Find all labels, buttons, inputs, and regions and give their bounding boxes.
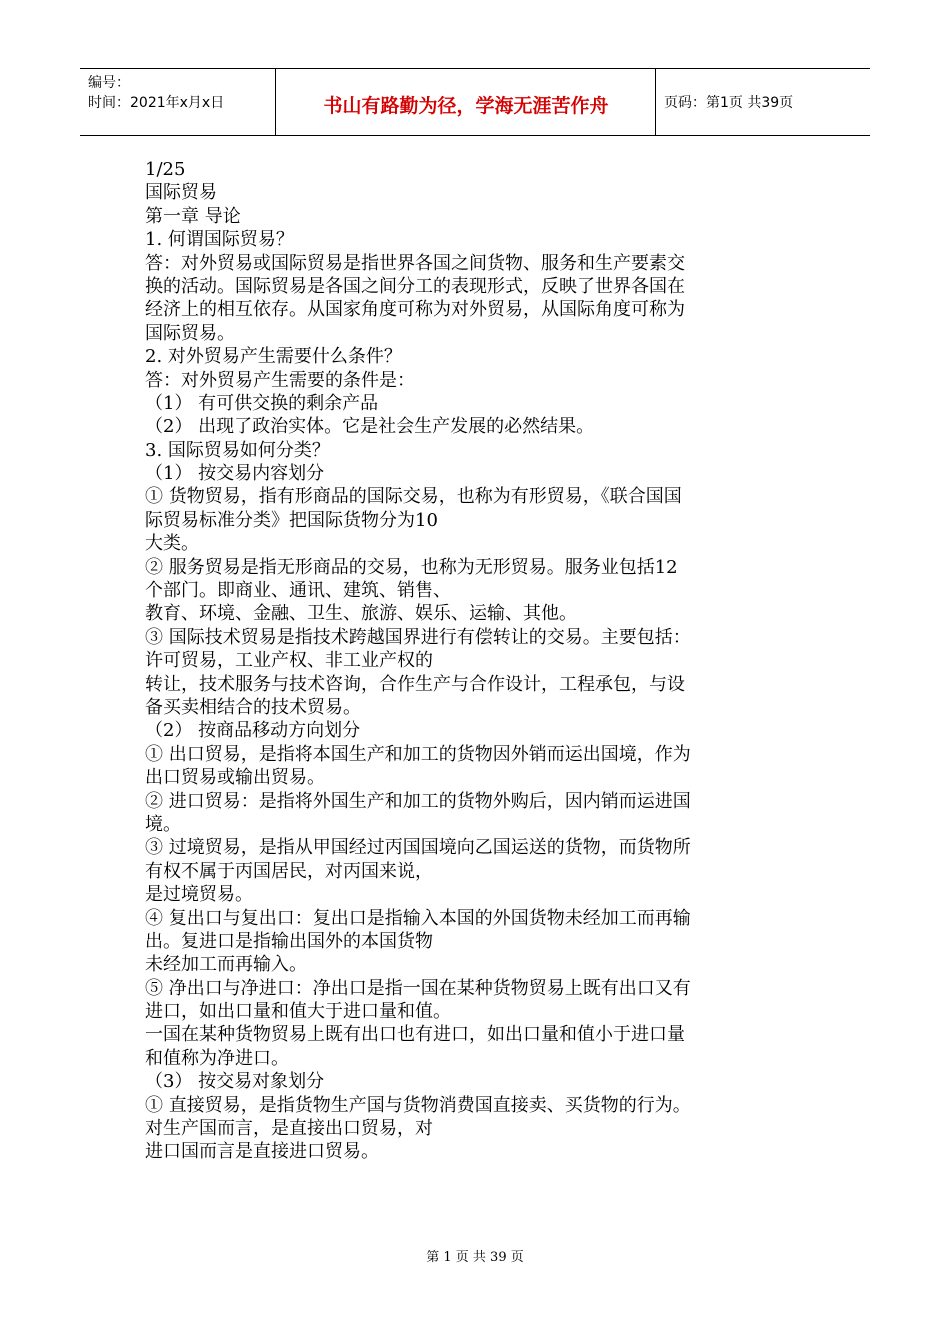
body-text-line: 1/25 [145,159,186,180]
body-text-line: （3） 按交易对象划分 [145,1071,325,1093]
body-text-line: 3. 国际贸易如何分类？ [145,439,330,461]
body-text-line: 备买卖相结合的技术贸易。 [145,696,361,718]
body-text-line: 2. 对外贸易产生需要什么条件？ [145,346,402,368]
body-text-line: 国际贸易。 [145,322,235,344]
body-text-line: ① 出口贸易，是指将本国生产和加工的货物因外销而运出国境，作为 [145,743,691,765]
body-text-line: 进口，如出口量和值大于进口量和值。 [145,1001,451,1023]
body-text-line: 出口贸易或输出贸易。 [145,767,325,789]
body-text-line: 经济上的相互依存。从国家角度可称为对外贸易，从国际角度可称为 [145,299,685,321]
header-page-cell [656,69,870,135]
body-text-line: （2） 出现了政治实体。它是社会生产发展的必然结果。 [145,416,595,438]
body-text-line: ③ 国际技术贸易是指技术跨越国界进行有偿转让的交易。主要包括： [145,626,691,648]
body-text-line: 大类。 [145,533,199,555]
page-footer: 第 1 页 共 39 页 [426,1250,524,1265]
body-text-line: 第一章 导论 [145,205,241,227]
body-text-line: 1. 何谓国际贸易？ [145,229,294,251]
body-text-line: ④ 复出口与复出口：复出口是指输入本国的外国货物未经加工而再输 [145,907,691,929]
body-text-line: 境。 [145,813,181,835]
body-text-line: 是过境贸易。 [145,884,253,906]
header-motto-cell [276,69,656,135]
body-text-line: ① 直接贸易，是指货物生产国与货物消费国直接卖、买货物的行为。 [145,1094,691,1116]
header-meta-cell [80,69,276,135]
body-text-line: ① 货物贸易，指有形商品的国际交易，也称为有形贸易，《联合国国 [145,486,682,508]
body-text-line: 际贸易标准分类》把国际货物分为10 [145,509,438,531]
body-text-line: （1） 有可供交换的剩余产品 [145,392,379,414]
header-page-info: 页码：第1页 共39页 [664,95,794,111]
body-text-line: 国际贸易 [145,182,217,204]
body-text-line: 转让，技术服务与技术咨询，合作生产与合作设计，工程承包，与设 [145,673,685,695]
body-text-line: 换的活动。国际贸易是各国之间分工的表现形式，反映了世界各国在 [145,275,685,297]
body-text-line: ② 进口贸易：是指将外国生产和加工的货物外购后，因内销而运进国 [145,790,691,812]
body-text-line: 对生产国而言，是直接出口贸易，对 [145,1118,433,1140]
document-date-label: 时间：2021年x月x日 [88,95,225,111]
body-text-line: 答：对外贸易产生需要的条件是： [145,369,415,391]
body-text-line: （1） 按交易内容划分 [145,463,325,485]
header-motto: 书山有路勤为径，学海无涯苦作舟 [323,95,609,117]
body-text-line: ⑤ 净出口与净进口：净出口是指一国在某种货物贸易上既有出口又有 [145,977,691,999]
document-body [145,158,815,1164]
body-text-line: 个部门。即商业、通讯、建筑、销售、 [145,580,451,602]
body-text-line: 未经加工而再输入。 [145,954,307,976]
body-text-line: 出。复进口是指输出国外的本国货物 [145,930,433,952]
body-text-line: 进口国而言是直接进口贸易。 [145,1141,379,1163]
body-text-line: 有权不属于丙国居民，对丙国来说， [145,860,433,882]
document-number-label: 编号： [88,75,130,91]
page-header [80,68,870,136]
body-text-line: 和值称为净进口。 [145,1047,289,1069]
body-text-line: （2） 按商品移动方向划分 [145,720,361,742]
body-text-line: 一国在某种货物贸易上既有出口也有进口，如出口量和值小于进口量 [145,1024,685,1046]
body-text-line: 许可贸易，工业产权、非工业产权的 [145,650,433,672]
body-text-line: ② 服务贸易是指无形商品的交易，也称为无形贸易。服务业包括12 [145,556,678,578]
body-text-line: ③ 过境贸易，是指从甲国经过丙国国境向乙国运送的货物，而货物所 [145,837,691,859]
body-text-line: 答：对外贸易或国际贸易是指世界各国之间货物、服务和生产要素交 [145,252,685,274]
body-text-line: 教育、环境、金融、卫生、旅游、娱乐、运输、其他。 [145,603,577,625]
